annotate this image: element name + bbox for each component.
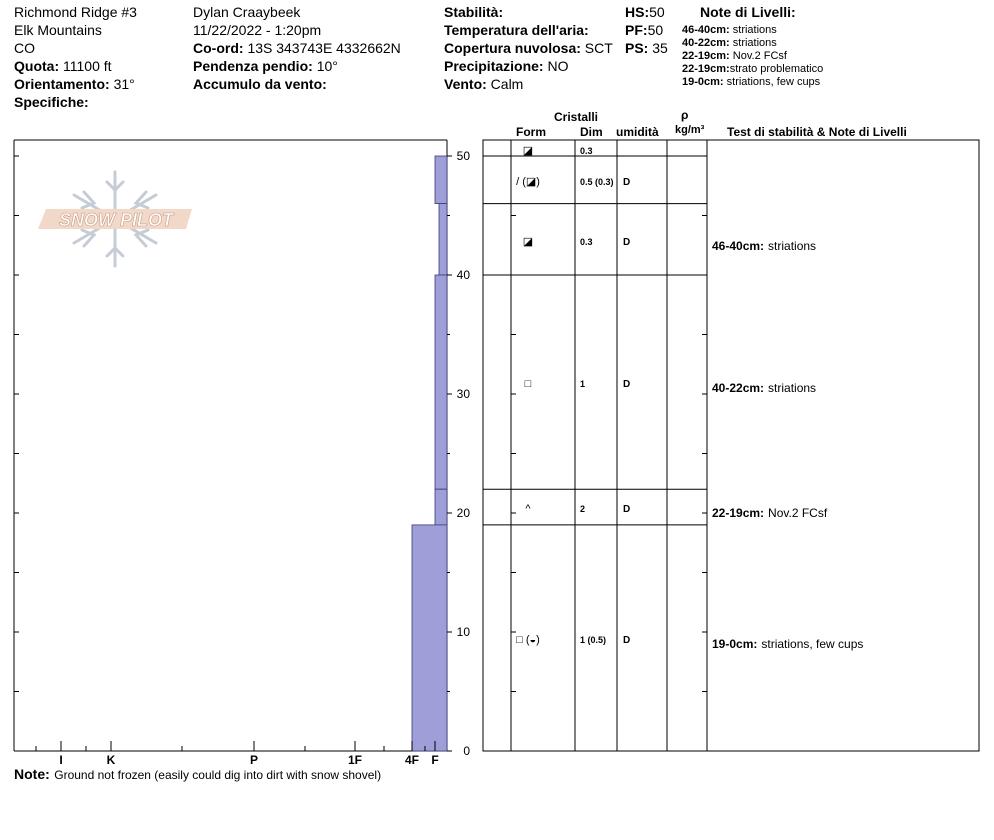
stability-note-text: Nov.2 FCsf bbox=[768, 506, 828, 520]
slope-value: 10° bbox=[316, 58, 338, 74]
crystal-size: 1 (0.5) bbox=[580, 635, 607, 645]
stability-note-range: 19-0cm: bbox=[712, 637, 758, 651]
layer-note-text: striations, few cups bbox=[726, 76, 821, 88]
coord-value: 13S 343743E 4332662N bbox=[247, 40, 401, 56]
layer-note-text: Nov.2 FCsf bbox=[732, 50, 787, 62]
depth-tick-label: 50 bbox=[456, 149, 470, 163]
crystal-size: 0.5 (0.3) bbox=[580, 177, 614, 187]
crystal-form: ◪ bbox=[522, 145, 534, 157]
layer-note-text: striations bbox=[732, 37, 777, 49]
hardness-bar bbox=[435, 275, 447, 489]
layer-note-range: 22-19cm: bbox=[682, 50, 730, 62]
crystal-moisture: D bbox=[623, 504, 631, 515]
stability-note-range: 46-40cm: bbox=[712, 239, 765, 253]
layer-note-range: 40-22cm: bbox=[682, 37, 730, 49]
crystal-form: ^ bbox=[525, 503, 531, 515]
hardness-tick-label: 1F bbox=[347, 753, 363, 767]
slope-label: Pendenza pendio: bbox=[193, 58, 313, 74]
hardness-bars bbox=[412, 156, 447, 751]
layer-note-text: striations bbox=[732, 24, 777, 36]
moisture-header: umidità bbox=[616, 125, 659, 139]
stability-notes-header: Test di stabilità & Note di Livelli bbox=[727, 125, 907, 139]
hs-value: 50 bbox=[649, 4, 665, 20]
aspect-label: Orientamento: bbox=[14, 76, 110, 92]
ps-value: 35 bbox=[652, 40, 668, 56]
snow-pilot-logo bbox=[38, 172, 192, 266]
pf-label: PF: bbox=[625, 22, 648, 38]
crystal-form: □ (◒) bbox=[516, 634, 540, 646]
footer-note-text: Ground not frozen (easily could dig into dirt with snow shovel) bbox=[54, 768, 382, 782]
specifics-label: Specifiche: bbox=[14, 94, 89, 110]
hardness-tick-label: F bbox=[431, 753, 439, 767]
ps-label: PS: bbox=[625, 40, 649, 56]
stability-note-text: striations, few cups bbox=[761, 637, 864, 651]
layer-note-range: 46-40cm: bbox=[682, 24, 730, 36]
elevation-label: Quota: bbox=[14, 58, 60, 74]
layer-note-range: 19-0cm: bbox=[682, 76, 724, 88]
crystal-form: □ bbox=[524, 378, 532, 390]
crystal-form: ◪ bbox=[522, 236, 534, 248]
observer: Dylan Craaybeek bbox=[193, 4, 301, 20]
density-unit: kg/m³ bbox=[675, 124, 705, 136]
crystal-moisture: D bbox=[623, 379, 631, 390]
state: CO bbox=[14, 40, 35, 56]
crystal-size: 2 bbox=[580, 504, 586, 514]
crystal-table-rows bbox=[483, 145, 707, 751]
depth-tick-label: 30 bbox=[456, 387, 470, 401]
stability-note bbox=[712, 637, 863, 651]
hardness-tick-label: I bbox=[59, 753, 63, 767]
wind-loading-label: Accumulo da vento: bbox=[193, 76, 327, 92]
mountain-range: Elk Mountains bbox=[14, 22, 102, 38]
layer-note-range: 22-19cm: bbox=[682, 63, 730, 75]
stability-note-range: 40-22cm: bbox=[712, 381, 765, 395]
hardness-tick-label: 4F bbox=[404, 753, 420, 767]
hardness-bar bbox=[439, 204, 447, 275]
hardness-axis bbox=[36, 741, 439, 767]
crystal-table-frame bbox=[483, 140, 979, 751]
density-symbol: ρ bbox=[681, 108, 689, 122]
size-header: Dim bbox=[580, 125, 603, 139]
stability-note bbox=[712, 506, 828, 520]
hs-label: HS: bbox=[625, 4, 650, 20]
layer-note-text: strato problematico bbox=[729, 63, 824, 75]
crystal-form: / (◪) bbox=[516, 176, 540, 188]
sky-label: Copertura nuvolosa: bbox=[444, 40, 581, 56]
hardness-bar bbox=[412, 525, 447, 751]
crystal-moisture: D bbox=[623, 237, 631, 248]
layer-notes-title: Note di Livelli: bbox=[700, 4, 796, 20]
precip-value: NO bbox=[547, 58, 569, 74]
stability-note-text: striations bbox=[768, 381, 817, 395]
sky-value: SCT bbox=[584, 40, 613, 56]
location-name: Richmond Ridge #3 bbox=[14, 4, 137, 20]
precip-label: Precipitazione: bbox=[444, 58, 544, 74]
stability-note-text: striations bbox=[768, 239, 817, 253]
depth-tick-label: 10 bbox=[456, 625, 470, 639]
crystals-header: Cristalli bbox=[554, 110, 599, 124]
hardness-tick-label: P bbox=[249, 753, 259, 767]
depth-tick-label: 40 bbox=[456, 268, 470, 282]
form-header: Form bbox=[516, 125, 546, 139]
crystal-moisture: D bbox=[623, 635, 631, 646]
pf-value: 50 bbox=[647, 22, 664, 38]
elevation-value: 11100 ft bbox=[63, 58, 112, 74]
crystal-moisture: D bbox=[623, 177, 631, 188]
depth-tick-label: 20 bbox=[456, 506, 470, 520]
crystal-size: 1 bbox=[580, 379, 586, 389]
footer-note-label: Note: bbox=[14, 766, 50, 782]
crystal-size: 0.3 bbox=[580, 146, 593, 156]
datetime: 11/22/2022 - 1:20pm bbox=[193, 22, 322, 38]
crystal-size: 0.3 bbox=[580, 237, 593, 247]
wind-label: Vento: bbox=[444, 76, 487, 92]
coord-label: Co-ord: bbox=[193, 40, 244, 56]
stability-note bbox=[712, 239, 816, 253]
hardness-bar bbox=[435, 156, 447, 204]
layer-notes-column bbox=[712, 239, 863, 651]
aspect-value: 31° bbox=[113, 76, 135, 92]
stability-label: Stabilità: bbox=[444, 4, 504, 20]
left-minor-ticks bbox=[14, 156, 19, 751]
stability-note bbox=[712, 381, 816, 395]
air-temp-label: Temperatura dell'aria: bbox=[444, 22, 589, 38]
hardness-tick-label: K bbox=[106, 753, 116, 767]
depth-axis bbox=[447, 149, 470, 758]
logo-text: SNOW PILOT bbox=[59, 210, 173, 230]
stability-note-range: 22-19cm: bbox=[712, 506, 765, 520]
wind-value: Calm bbox=[490, 76, 524, 92]
hardness-bar bbox=[435, 489, 447, 525]
depth-tick-label: 0 bbox=[463, 744, 470, 758]
